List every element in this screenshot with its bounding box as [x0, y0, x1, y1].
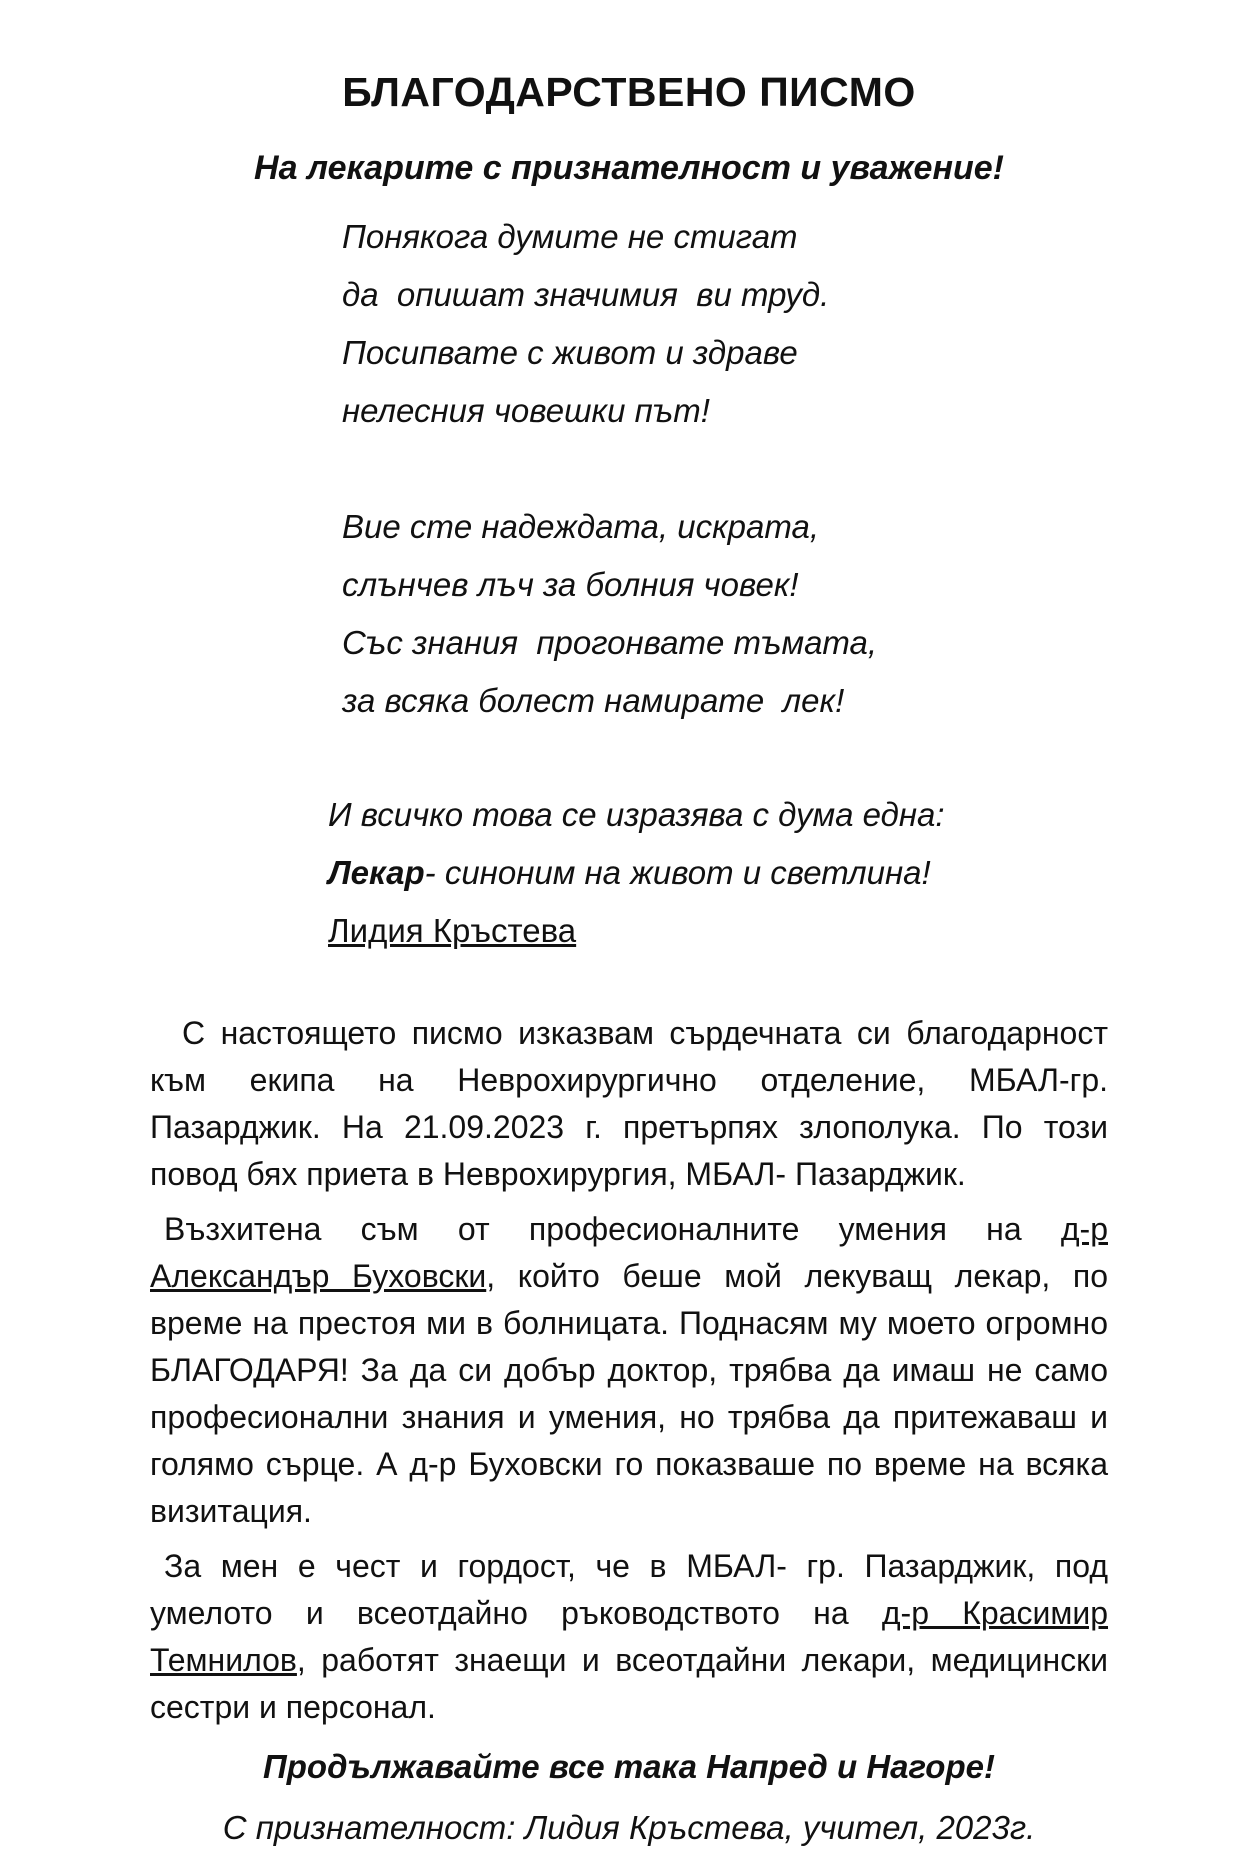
paragraph-text: , работят знаещи и всеотдайни лекари, медицински сестри и персонал. [150, 1642, 1108, 1725]
poem-finale-rest: - синоним на живот и светлина! [424, 854, 931, 891]
poet-name: Лидия Кръстева [328, 912, 577, 949]
letter-body [150, 1010, 1108, 1851]
paragraph-text: Възхитена съм от професионалните умения на [164, 1211, 1061, 1247]
poem-line: да опишат значимия ви труд. [342, 276, 830, 313]
paragraph-hospital-praise [150, 1543, 1108, 1731]
signature: С признателност: Лидия Кръстева, учител, 2023г. [222, 1809, 1036, 1846]
poem-stanza-1 [150, 208, 1108, 440]
poem-finale-line [328, 844, 1108, 902]
paragraph-text: За мен е чест и гордост, че в МБАЛ- гр. Пазарджик, под умелото и всеотдайно ръководството на [150, 1548, 1108, 1631]
poem-line: нелесния човешки път! [342, 392, 710, 429]
page-title: БЛАГОДАРСТВЕНО ПИСМО [342, 69, 916, 115]
paragraph-gratitude: С настоящето писмо изказвам сърдечната си благодарност към екипа на Неврохирургично отделение, МБАЛ-гр. Пазарджик. На 21.09.2023 г. претърпях злополука. По този повод бях приета в Неврохирургия, МБАЛ- Пазарджик. [150, 1015, 1108, 1192]
poem-finale-intro: И всичко това се изразява с дума една: [328, 796, 945, 833]
poem-keyword: Лекар [328, 854, 425, 891]
poem-line: Посипвате с живот и здраве [342, 334, 798, 371]
poem-line: Вие сте надеждата, искрата, [342, 508, 820, 545]
poem-line: Понякога думите не стигат [342, 218, 798, 255]
doctor-name-temnilov: д-р Красимир Темнилов [150, 1595, 1109, 1678]
poem-line: за всяка болест намирате лек! [342, 682, 845, 719]
doctor-name-buhovski: д-р Александър Буховски [150, 1211, 1108, 1294]
poem-line: слънчев лъч за болния човек! [342, 566, 799, 603]
poem-line: Със знания прогонвате тъмата, [342, 624, 878, 661]
paragraph-doctor-praise [150, 1206, 1108, 1535]
closing-exhortation: Продължавайте все така Напред и Нагоре! [263, 1748, 995, 1785]
paragraph-text: , който беше мой лекуващ лекар, по време на престоя ми в болницата. Поднасям му моето огромно БЛАГОДАРЯ! За да си добър доктор, трябва да имаш не само професионални знания и умения, но трябва да притежаваш и голямо сърце. А д-р Буховски го показваше по време на всяка визитация. [150, 1258, 1108, 1529]
dedication-subtitle: На лекарите с признателност и уважение! [254, 149, 1004, 187]
poem-stanza-2 [150, 498, 1108, 730]
poem-finale [150, 786, 1108, 960]
